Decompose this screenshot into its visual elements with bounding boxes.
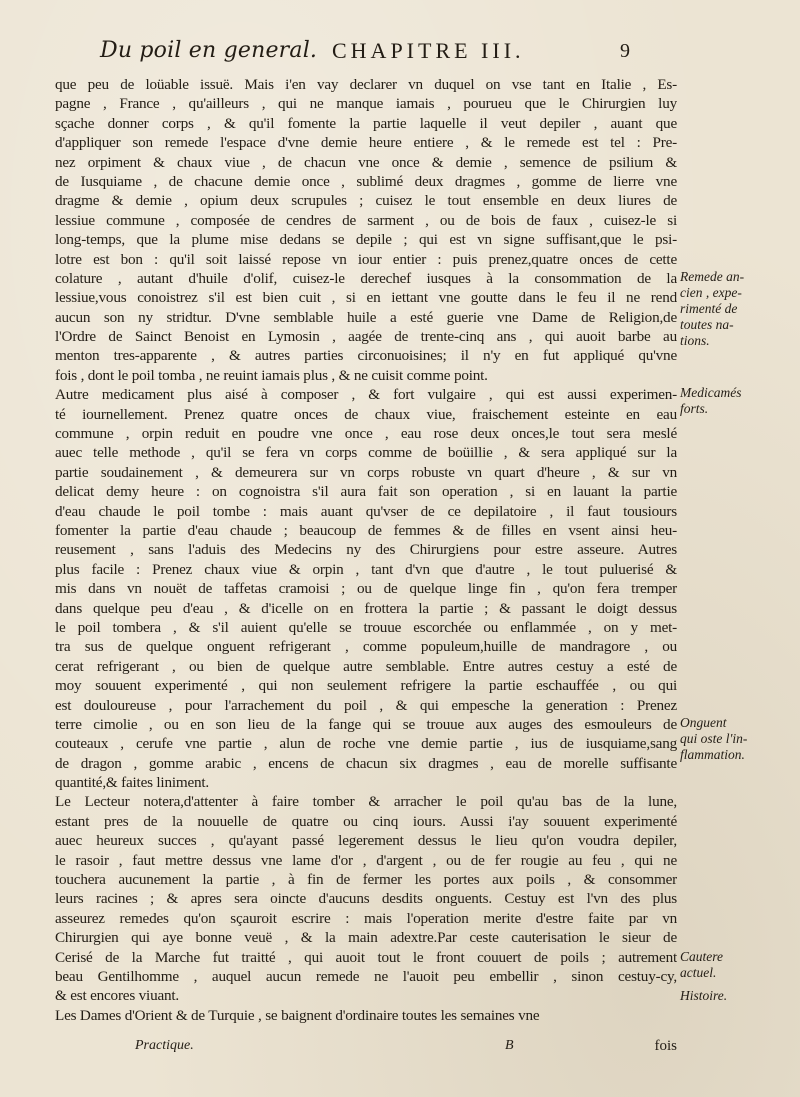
margin-note-line: cien , expe- bbox=[680, 285, 742, 300]
text-line: pagne , France , qu'ailleurs , qui ne manque iamais , pourueu que le Chirurgien luy bbox=[55, 95, 677, 113]
text-line: terre cimolie , ou en son lieu de la fange qui se trouue aux auges des esmouleurs de bbox=[55, 715, 677, 733]
text-line: plus facile : Prenez chaux viue & orpin , tant d'vn que d'autre , le tout puluerisé & bbox=[55, 560, 677, 578]
margin-note-line: Remede an- bbox=[680, 269, 745, 284]
page-number: 9 bbox=[620, 40, 630, 62]
text-line: couteaux , cerufe vne partie , alun de roche vne demie partie , ius de iusquiame,sang bbox=[55, 735, 677, 753]
body-text bbox=[55, 75, 677, 1025]
margin-note-line: toutes na- bbox=[680, 317, 734, 332]
text-line: d'eau chaude le poil tombe : mais auant qu'vser de ce depilatoire , il faut tousiours bbox=[55, 502, 677, 520]
text-line: d'appliquer son remede l'espace d'vne demie heure entiere , & le remede est tel : Pre- bbox=[55, 134, 677, 152]
text-line: leurs racines ; & apres sera oincte d'aucuns desdits onguents. Cestuy est l'vn des plus bbox=[55, 890, 677, 908]
text-line: cerat refrigerant , ou bien de quelque autre semblable. Entre autres cestuy a esté de bbox=[55, 657, 677, 675]
page-header bbox=[100, 38, 640, 72]
text-line: reusement , sans l'aduis des Medecins ny des Chirurgiens pour estre asseure. Autres bbox=[55, 541, 677, 559]
margin-note-line: Medicamés bbox=[680, 385, 742, 400]
text-line: menton tres-apparente , & autres parties circonuoisines; il n'y en fut appliqué qu'vne bbox=[55, 347, 677, 365]
margin-note-line: forts. bbox=[680, 401, 709, 416]
text-line: auec telle methode , qu'il se fera vn corps comme de boüillie , & sera appliqué sur la bbox=[55, 444, 677, 462]
text-line: colature , autant d'huile d'olif, cuisez-le derechef iusques à la consommation de la bbox=[55, 269, 677, 287]
margin-note-cautere bbox=[680, 949, 723, 981]
margin-note-onguent bbox=[680, 715, 747, 763]
catchword-practique: Practique. bbox=[135, 1038, 194, 1053]
margin-note-line: rimenté de bbox=[680, 301, 738, 316]
text-line: l'Ordre de Sainct Benoist en Lymosin , aagée de trente-cinq ans , qui auoit barbe au bbox=[55, 328, 677, 346]
text-line: lessiue commune , composée de cendres de sarment , ou de bois de faux , cuisez-le si bbox=[55, 211, 677, 229]
text-line: delicat demy heure : on cognoistra s'il aura fait son operation , si en lauant la partie bbox=[55, 483, 677, 501]
margin-note-remede bbox=[680, 269, 744, 349]
running-title: Du poil en general. bbox=[100, 38, 318, 63]
text-line: fomenter la partie d'eau chaude ; beaucoup de femmes & de filles en vsent ainsi heu- bbox=[55, 521, 677, 539]
text-line: asseurez remedes qu'on sçauroit escrire : mais l'operation merite d'estre faite par vn bbox=[55, 909, 677, 927]
catchword: fois bbox=[654, 1038, 677, 1054]
text-line: dragme & demie , opium deux scrupules ; cuisez le tout ensemble en deux liures de bbox=[55, 192, 677, 210]
text-line: mis dans vn nouët de taffetas cramoisi ; ou de quelque linge fin , qu'on fera tremper bbox=[55, 580, 677, 598]
text-line: Cerisé de la Marche fut traitté , qui auoit tout le front couuert de poils ; autrement bbox=[55, 948, 677, 966]
margin-note-line: actuel. bbox=[680, 965, 717, 980]
text-line: touchera aucunement la partie , à fin de fermer les portes aux poils , & consommer bbox=[55, 871, 677, 889]
text-line: estant pres de la nouuelle de quatre ou cinq iours. Aussi i'ay souuent experimenté bbox=[55, 812, 677, 830]
text-line: partie soudainement , & demeurera sur vn corps robuste vn quart d'heure , & sur vn bbox=[55, 463, 677, 481]
text-line: moy souuent experimenté , qui non seulement refrigere la partie eschauffée , ou qui bbox=[55, 677, 677, 695]
margin-note-line: Cautere bbox=[680, 949, 723, 964]
text-line: tra sus de quelque onguent refrigerant , comme populeum,huille de mandragore , ou bbox=[55, 638, 677, 656]
text-line: fois , dont le poil tomba , ne reuint iamais plus , & ne cuisit comme point. bbox=[55, 366, 488, 384]
text-line: dans quelque peu d'eau , & d'icelle on en frottera la partie ; & passant le doigt dessus bbox=[55, 599, 677, 617]
text-line: sçache donner corps , & qu'il fomente la partie laquelle il veut depiler , auant que bbox=[55, 114, 677, 132]
text-line: & est encores viuant. bbox=[55, 987, 180, 1005]
margin-note-line: tions. bbox=[680, 333, 710, 348]
text-line: quantité,& faites liniment. bbox=[55, 774, 210, 792]
text-line: lotre est bon : qu'il soit laissé repose vn iour entier : puis prenez,quatre onces de cette bbox=[55, 250, 677, 268]
text-line: de dragon , gomme arabic , encens de chacun six dragmes , eau de morelle suffisante bbox=[55, 754, 677, 772]
text-line: beau Gentilhomme , auquel aucun remede ne l'auoit peu embellir , sinon cestuy-cy, bbox=[55, 967, 677, 985]
text-line: long-temps, que la plume mise dedans se depile ; qui est vn signe suffisant,que le psi- bbox=[55, 231, 677, 249]
text-line: nez orpiment & chaux viue , de chacun vne once & demie , semence de psilium & bbox=[55, 153, 677, 171]
text-line: est douloureuse , pour l'arrachement du poil , & qui empesche la generation : Prenez bbox=[55, 696, 677, 714]
page-footer bbox=[55, 1038, 677, 1058]
text-line: Autre medicament plus aisé à composer , & fort vulgaire , qui est aussi experimen- bbox=[55, 386, 677, 404]
text-line: té iournellement. Prenez quatre onces de chaux viue, fraischement esteinte en eau bbox=[55, 405, 677, 423]
text-line: le rasoir , faut mettre dessus vne lame d'or , d'argent , ou de fer rougie au feu , qui ne bbox=[55, 851, 677, 869]
margin-note-medicaments bbox=[680, 385, 741, 417]
text-line: Le Lecteur notera,d'attenter à faire tomber & arracher le poil qu'au bas de la lune, bbox=[55, 793, 677, 811]
chapter-heading: CHAPITRE III. bbox=[332, 38, 525, 63]
margin-note-line: flammation. bbox=[680, 747, 745, 762]
margin-note-line: qui oste l'in- bbox=[680, 731, 748, 746]
margin-note-histoire bbox=[680, 988, 727, 1004]
text-line: Chirurgien qui aye bonne veuë , & la main adextre.Par ceste cauterisation le sieur de bbox=[55, 929, 677, 947]
text-line: lessiue,vous conoistrez s'il est bien cuit , si en iettant vne goutte dans le feu il ne rend bbox=[55, 289, 677, 307]
text-line: de Iusquiame , de chacune demie once , sublimé deux dragmes , gomme de lierre vne bbox=[55, 172, 677, 190]
text-line: auec heureux succes , qu'ayant passé legerement dessus le lieu qu'on voudra depiler, bbox=[55, 832, 677, 850]
signature-mark: B bbox=[505, 1038, 514, 1053]
text-line: commune , orpin reduit en poudre vne once , eau rose deux onces,le tout sera meslé bbox=[55, 425, 677, 443]
text-line: Les Dames d'Orient & de Turquie , se baignent d'ordinaire toutes les semaines vne bbox=[55, 1006, 540, 1024]
text-line: le poil tombera , & s'il auient qu'elle se trouue escorchée ou enflammée , on y met- bbox=[55, 618, 677, 636]
text-line: que peu de loüable issuë. Mais i'en vay declarer vn duquel on vse tant en Italie , Es- bbox=[55, 76, 677, 93]
text-line: aucun son ny stridtur. D'vne semblable huile a esté guerie vne Dame de Religion,de bbox=[55, 308, 677, 326]
margin-note-line: Onguent bbox=[680, 715, 727, 730]
margin-note-line: Histoire. bbox=[680, 988, 728, 1003]
